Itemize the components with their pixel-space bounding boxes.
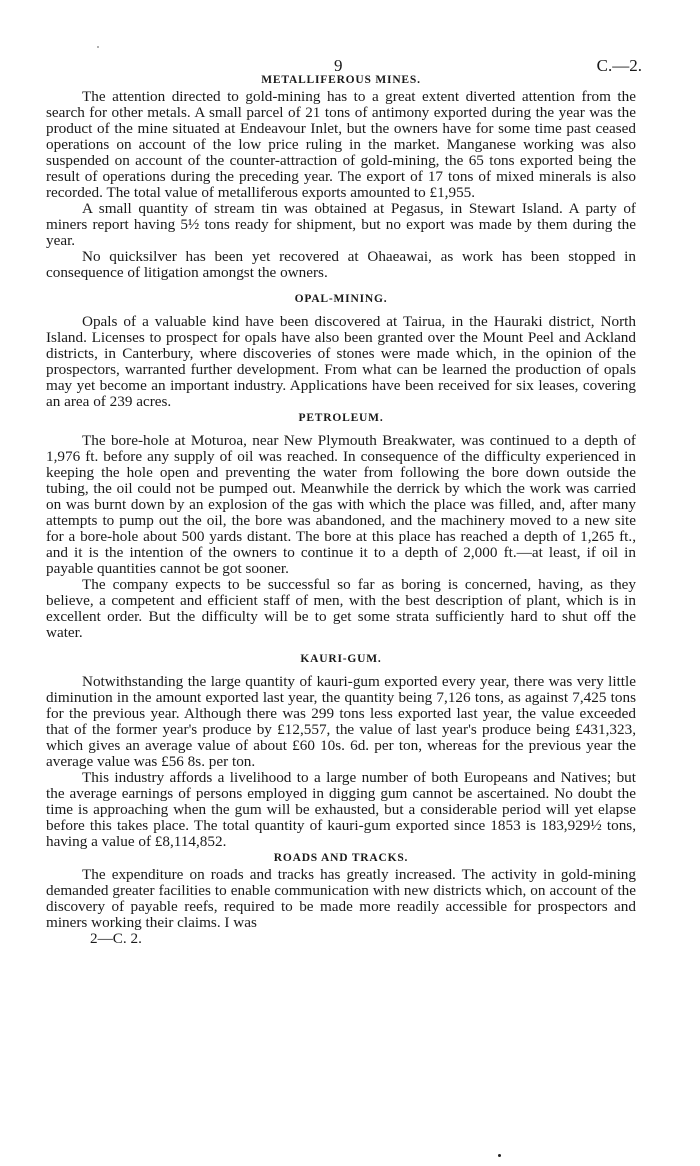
paragraph: A small quantity of stream tin was obtained at Pegasus, in Stewart Island. A party of miners report having 5½ tons ready for shipment, but no export was made by them during the year.	[46, 200, 636, 249]
section-title-kauri-gum: KAURI-GUM.	[300, 653, 382, 665]
section-title-metalliferous: METALLIFEROUS MINES.	[261, 74, 421, 86]
paragraph: Notwithstanding the large quantity of kauri-gum exported every year, there was very little diminution in the amount exported last year, the quantity being 7,126 tons, as against 7,425 tons for the previous year. Although there was 299 tons less exported last year, the value exceeded that of the former year's produce by £12,557, the value of last year's produce being £431,323, which gives an average value of about £60 10s. 6d. per ton, whereas for the previous year the average value was £56 8s. per ton.	[46, 673, 636, 770]
paragraph: This industry affords a livelihood to a large number of both Europeans and Natives; but the average earnings of persons employed in digging gum cannot be ascertained. No doubt the time is approaching when the gum will be exhausted, but a considerable period will yet elapse before this takes place. The total quantity of kauri-gum exported since 1853 is 183,929½ tons, having a value of £8,114,852.	[46, 769, 636, 850]
section-title-roads: ROADS AND TRACKS.	[273, 852, 409, 864]
section-title-opal: OPAL-MINING.	[294, 293, 388, 305]
document-page	[46, 44, 642, 947]
page-header	[46, 44, 642, 75]
paragraph: No quicksilver has been yet recovered at Ohaeawai, as work has been stopped in consequence of litigation amongst the owners.	[46, 248, 636, 281]
document-reference: C.—2.	[596, 56, 642, 75]
paragraph: The expenditure on roads and tracks has greatly increased. The activity in gold-mining demanded greater facilities to enable communication with new districts which, on account of the discovery of payable reefs, required to be made more readily accessible for prospectors and miners working their claims. I was	[46, 866, 636, 931]
paper-dot	[498, 1154, 501, 1157]
paragraph: Opals of a valuable kind have been discovered at Tairua, in the Hauraki district, North Island. Licenses to prospect for opals have also been granted over the Mount Peel and Ackland districts, in Canterbury, where discoveries of stones were made which, in the opinion of the prospectors, warranted further development. From what can be learned the production of opals may yet become an important industry. Applications have been received for six leases, covering an area of 239 acres.	[46, 313, 636, 410]
paragraph: The company expects to be successful so far as boring is concerned, having, as they believe, a competent and efficient staff of men, with the best description of plant, which is in excellent order. But the difficulty will be to get some strata sufficiently hard to shut off the water.	[46, 576, 636, 641]
page-number: 9	[334, 56, 343, 75]
signature-mark: 2—C. 2.	[90, 930, 142, 947]
paragraph: The bore-hole at Moturoa, near New Plymouth Breakwater, was continued to a depth of 1,976 ft. before any supply of oil was reached. In consequence of the difficulty experienced in keeping the hole open and preventing the water from following the bore down outside the tubing, the oil could not be pumped out. Meanwhile the derrick by which the work was carried on was burnt down by an explosion of the gas with which the place was filled, and, after many attempts to pump out the oil, the bore was abandoned, and the machinery moved to a new site for a bore-hole about 500 yards distant. The bore at this place has reached a depth of 1,265 ft., and it is the intention of the owners to continue it to a depth of 2,000 ft.—at least, if oil in payable quantities cannot be got sooner.	[46, 432, 636, 577]
section-title-petroleum: PETROLEUM.	[298, 412, 384, 424]
paragraph: The attention directed to gold-mining has to a great extent diverted attention from the search for other metals. A small parcel of 21 tons of antimony exported during the year was the product of the mine situated at Endeavour Inlet, but the owners have for some time past ceased operations on account of the low price ruling in the market. Manganese working was also suspended on account of the counter-attraction of gold-mining, the 65 tons exported being the result of operations during the preceding year. The export of 17 tons of mixed minerals is also recorded. The total value of metalliferous exports amounted to £1,955.	[46, 88, 636, 201]
